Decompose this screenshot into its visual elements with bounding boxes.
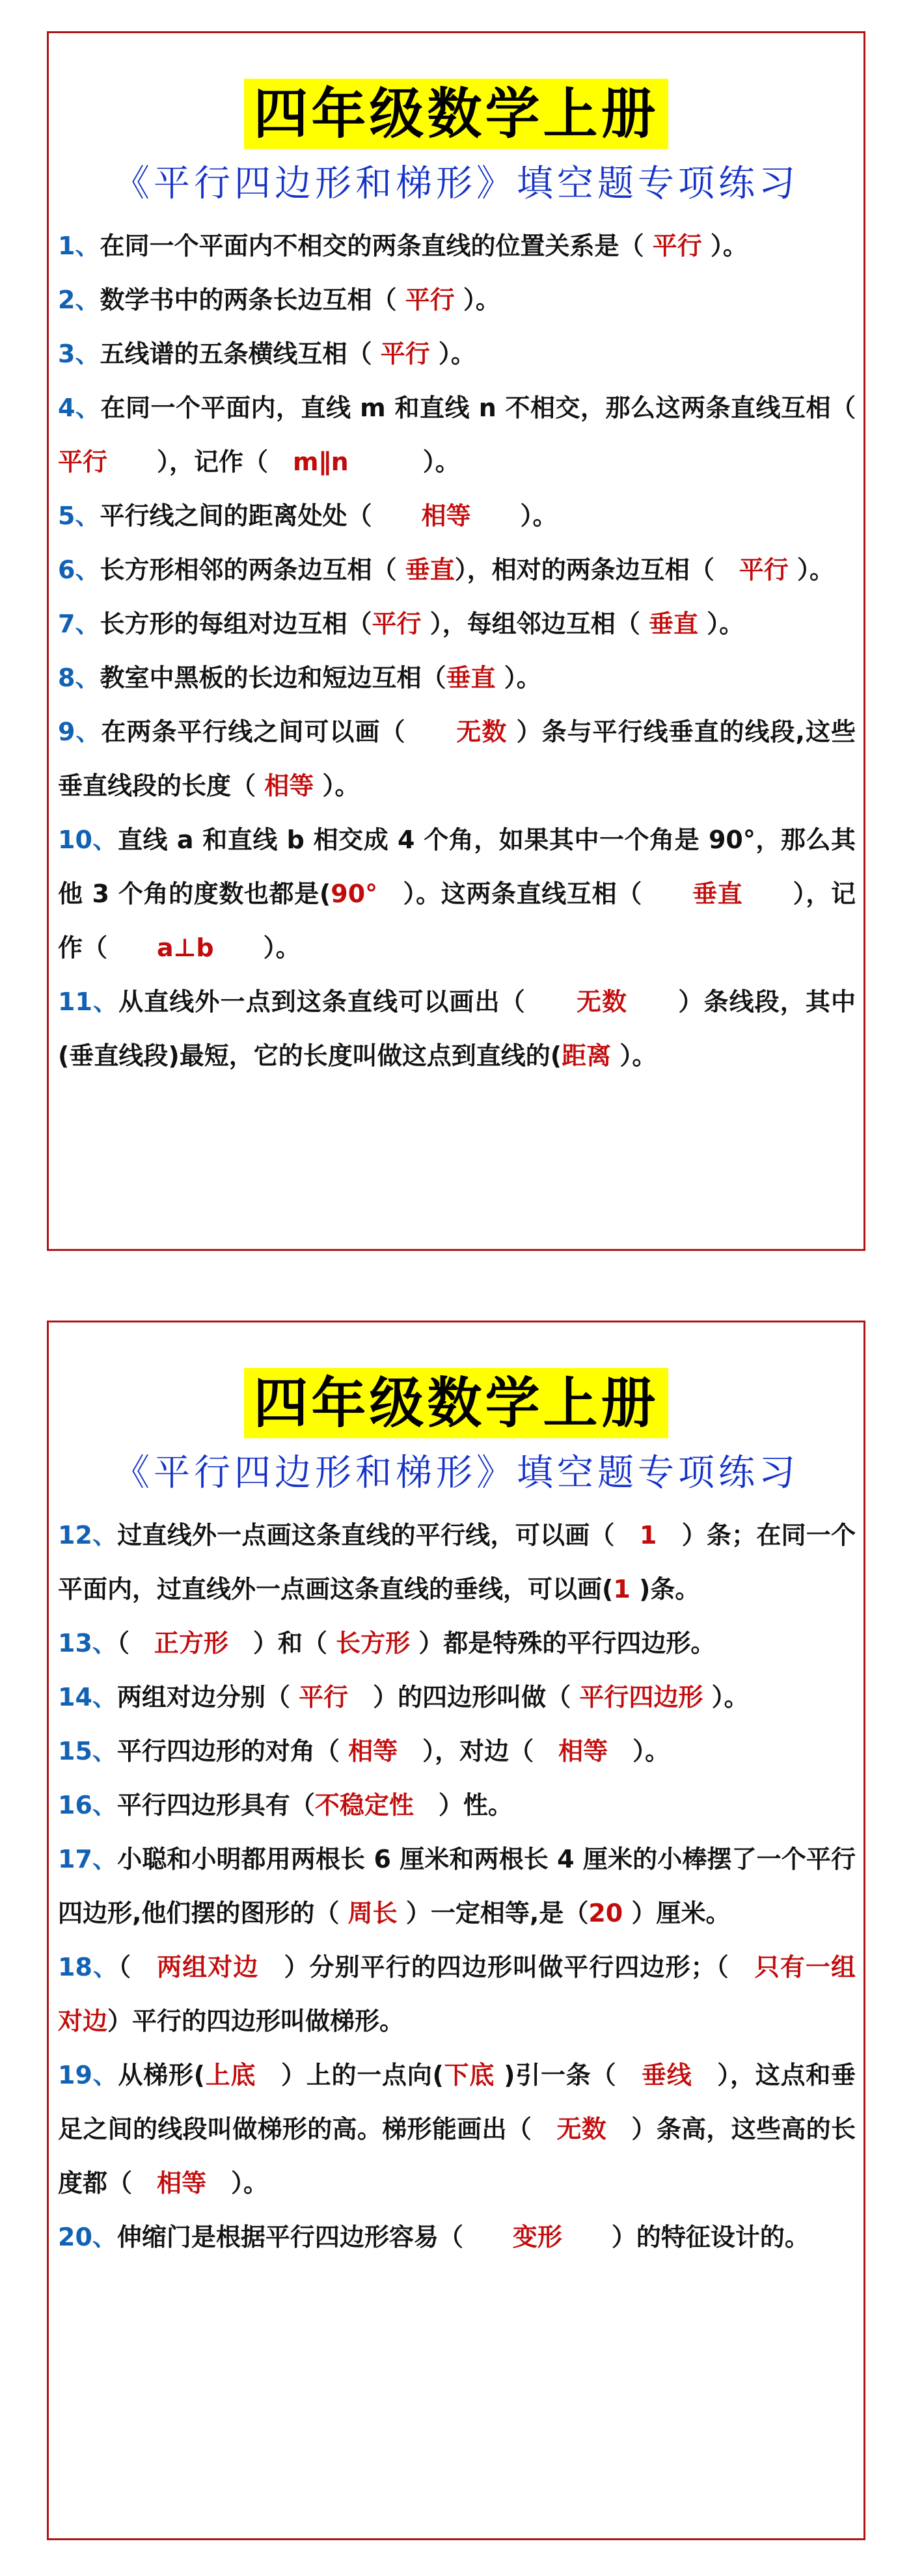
question-item xyxy=(58,1832,856,1940)
question-number: 8、 xyxy=(58,664,100,692)
question-number: 18、 xyxy=(58,1953,119,1981)
question-text: ）平行的四边形叫做梯形。 xyxy=(107,2007,405,2035)
question-text: ）。 xyxy=(788,556,834,584)
question-number: 5、 xyxy=(58,502,100,530)
answer-text: 垂直 xyxy=(405,556,455,584)
answer-text: 相等 xyxy=(157,2169,207,2197)
question-text: ），对边（ xyxy=(398,1737,559,1765)
question-text: ）条与平行线垂直的线段,这些垂直线段的长度（ xyxy=(58,718,856,800)
question-text: 长方形相邻的两条边互相（ xyxy=(100,556,405,584)
question-text: ）。 xyxy=(348,448,460,476)
answer-text: 20 xyxy=(588,1899,623,1927)
question-item xyxy=(58,381,906,489)
question-text: ）厘米。 xyxy=(623,1899,731,1927)
question-text: ）和（ xyxy=(228,1629,336,1657)
question-text: )条。 xyxy=(630,1575,700,1603)
question-text: 从直线外一点到这条直线可以画出（ xyxy=(118,987,577,1016)
question-list xyxy=(49,210,906,1083)
answer-text: 无数 xyxy=(456,718,508,746)
answer-text: 平行 xyxy=(372,610,422,638)
answer-text: 两组对边 xyxy=(157,1953,259,1981)
answer-text: m∥n xyxy=(293,448,349,476)
answer-text: a⊥b xyxy=(157,933,214,962)
question-number: 12、 xyxy=(58,1521,118,1550)
question-text: ），相对的两条边互相（ xyxy=(454,556,739,584)
question-item xyxy=(58,489,856,543)
answer-text: 无数 xyxy=(576,987,628,1016)
question-text: 在同一个平面内，直线 m 和直线 n 不相交，那么这两条直线互相（ xyxy=(100,394,906,422)
question-text: ）。 xyxy=(698,610,744,638)
answer-text: 无数 xyxy=(556,2115,607,2143)
question-text: （ xyxy=(118,1953,157,1981)
question-text: ）条线段，其中(垂直线段)最短，它的长度叫做这点到直线的( xyxy=(58,987,856,1070)
question-text: 两组对边分别（ xyxy=(116,1683,299,1711)
question-item xyxy=(58,327,856,381)
question-text: ）的特征设计的。 xyxy=(562,2223,809,2251)
worksheet-subtitle: 《平行四边形和梯形》填空题专项练习 xyxy=(113,1452,799,1494)
question-item xyxy=(58,219,856,273)
question-text: 在同一个平面内不相交的两条直线的位置关系是（ xyxy=(100,232,653,260)
answer-text: 平行 xyxy=(652,232,702,260)
question-text: 平行四边形的对角（ xyxy=(116,1737,349,1765)
question-item xyxy=(58,543,856,597)
question-number: 10、 xyxy=(58,825,118,854)
question-text: )引一条（ xyxy=(495,2061,642,2089)
question-text: ）。 xyxy=(470,502,558,530)
worksheet-title: 四年级数学上册 xyxy=(244,1368,668,1438)
question-item xyxy=(58,1778,856,1832)
question-text: ）一定相等,是（ xyxy=(397,1899,589,1927)
question-text: ）。这两条直线互相（ xyxy=(377,879,693,908)
answer-text: 垂直 xyxy=(446,664,496,692)
question-text: 平行四边形具有（ xyxy=(116,1791,315,1819)
question-text: ），记作（ xyxy=(58,879,856,962)
question-text: ）。 xyxy=(701,232,748,260)
answer-text: 下底 xyxy=(443,2061,495,2089)
question-text: ）。 xyxy=(611,1041,657,1070)
question-text: 数学书中的两条长边互相（ xyxy=(100,286,405,314)
question-list xyxy=(49,1499,863,2264)
answer-text: 上底 xyxy=(205,2061,256,2089)
question-item xyxy=(58,597,856,651)
answer-text: 90° xyxy=(331,879,378,908)
answer-text: 1 xyxy=(639,1521,657,1550)
answer-text: 周长 xyxy=(347,1899,398,1927)
question-number: 3、 xyxy=(58,340,100,368)
question-item xyxy=(58,2210,856,2264)
question-item xyxy=(58,2048,856,2210)
question-text: ），每组邻边互相（ xyxy=(421,610,649,638)
question-number: 17、 xyxy=(58,1845,118,1873)
question-text: ）上的一点向( xyxy=(256,2061,444,2089)
question-text: ）。 xyxy=(608,1737,670,1765)
question-item xyxy=(58,813,856,975)
question-number: 16、 xyxy=(58,1791,117,1819)
answer-text: 正方形 xyxy=(154,1629,228,1657)
question-text: 过直线外一点画这条直线的平行线，可以画（ xyxy=(117,1521,640,1550)
question-text: ）。 xyxy=(429,340,476,368)
answer-text: 相等 xyxy=(264,771,314,800)
answer-text: 垂线 xyxy=(641,2061,692,2089)
question-text: ）条；在同一个平面内，过直线外一点画这条直线的垂线，可以画( xyxy=(58,1521,856,1603)
question-text: 小聪和小明都用两根长 6 厘米和两根长 4 厘米的小棒摆了一个平行四边形,他们摆的图形的（ xyxy=(58,1845,856,1927)
answer-text: 平行 xyxy=(739,556,789,584)
question-number: 11、 xyxy=(58,987,119,1016)
answer-text: 垂直 xyxy=(692,879,743,908)
question-text: ）。 xyxy=(213,933,301,962)
question-number: 1、 xyxy=(58,232,100,260)
question-number: 14、 xyxy=(58,1683,117,1711)
question-item xyxy=(58,1509,856,1617)
question-text: ）。 xyxy=(206,2169,269,2197)
question-number: 9、 xyxy=(58,718,102,746)
question-number: 4、 xyxy=(58,394,101,422)
question-number: 20、 xyxy=(58,2223,117,2251)
question-text: ）。 xyxy=(703,1683,749,1711)
question-item xyxy=(58,1724,856,1778)
question-item xyxy=(58,975,856,1083)
answer-text: 平行 xyxy=(405,286,455,314)
question-text: 平行线之间的距离处处（ xyxy=(100,502,422,530)
question-text: ）。 xyxy=(454,286,500,314)
worksheet-title: 四年级数学上册 xyxy=(244,79,668,149)
worksheet-subtitle: 《平行四边形和梯形》填空题专项练习 xyxy=(113,163,799,205)
question-text: 伸缩门是根据平行四边形容易（ xyxy=(116,2223,513,2251)
answer-text: 平行 xyxy=(380,340,430,368)
question-text: ）分别平行的四边形叫做平行四边形；（ xyxy=(258,1953,755,1981)
answer-text: 平行四边形 xyxy=(579,1683,703,1711)
question-number: 2、 xyxy=(58,286,100,314)
question-text: ），记作（ xyxy=(107,448,293,476)
answer-text: 平行 xyxy=(58,448,108,476)
answer-text: 相等 xyxy=(421,502,471,530)
question-item xyxy=(58,273,856,327)
question-text: ），这点和垂足之间的线段叫做梯形的高。梯形能画出（ xyxy=(58,2061,856,2143)
question-text: ）。 xyxy=(314,771,360,800)
question-text: ）条高，这些高的长度都（ xyxy=(58,2115,856,2197)
question-text: 五线谱的五条横线互相（ xyxy=(100,340,381,368)
question-text: （ xyxy=(116,1629,154,1657)
question-text: 在两条平行线之间可以画（ xyxy=(101,718,457,746)
answer-text: 垂直 xyxy=(648,610,698,638)
question-text: 从梯形( xyxy=(118,2061,206,2089)
question-text: ）。 xyxy=(495,664,541,692)
answer-text: 长方形 xyxy=(336,1629,411,1657)
answer-text: 变形 xyxy=(512,2223,562,2251)
answer-text: 相等 xyxy=(558,1737,608,1765)
question-text: 直线 a 和直线 b 相交成 4 个角，如果其中一个角是 90°，那么其他 3 个角的度数也都是( xyxy=(58,825,856,908)
question-number: 15、 xyxy=(58,1737,117,1765)
question-item xyxy=(58,1670,856,1724)
answer-text: 相等 xyxy=(348,1737,398,1765)
question-text: ）的四边形叫做（ xyxy=(348,1683,580,1711)
question-item xyxy=(58,1940,856,2048)
answer-text: 只有一组对边 xyxy=(58,1953,856,2035)
question-item xyxy=(58,651,856,705)
worksheet-panel-2 xyxy=(47,1321,865,2540)
answer-text: 距离 xyxy=(562,1041,612,1070)
question-item xyxy=(58,705,856,813)
answer-text: 平行 xyxy=(299,1683,349,1711)
question-item xyxy=(58,1617,856,1670)
question-text: 教室中黑板的长边和短边互相（ xyxy=(100,664,446,692)
worksheet-panel-1 xyxy=(47,31,906,1251)
answer-text: 不稳定性 xyxy=(314,1791,414,1819)
question-number: 7、 xyxy=(58,610,100,638)
question-text: ）性。 xyxy=(413,1791,513,1819)
question-text: ）都是特殊的平行四边形。 xyxy=(410,1629,716,1657)
question-number: 19、 xyxy=(58,2061,118,2089)
question-text: 长方形的每组对边互相（ xyxy=(100,610,372,638)
question-number: 13、 xyxy=(58,1629,117,1657)
question-number: 6、 xyxy=(58,556,100,584)
answer-text: 1 xyxy=(613,1575,631,1603)
